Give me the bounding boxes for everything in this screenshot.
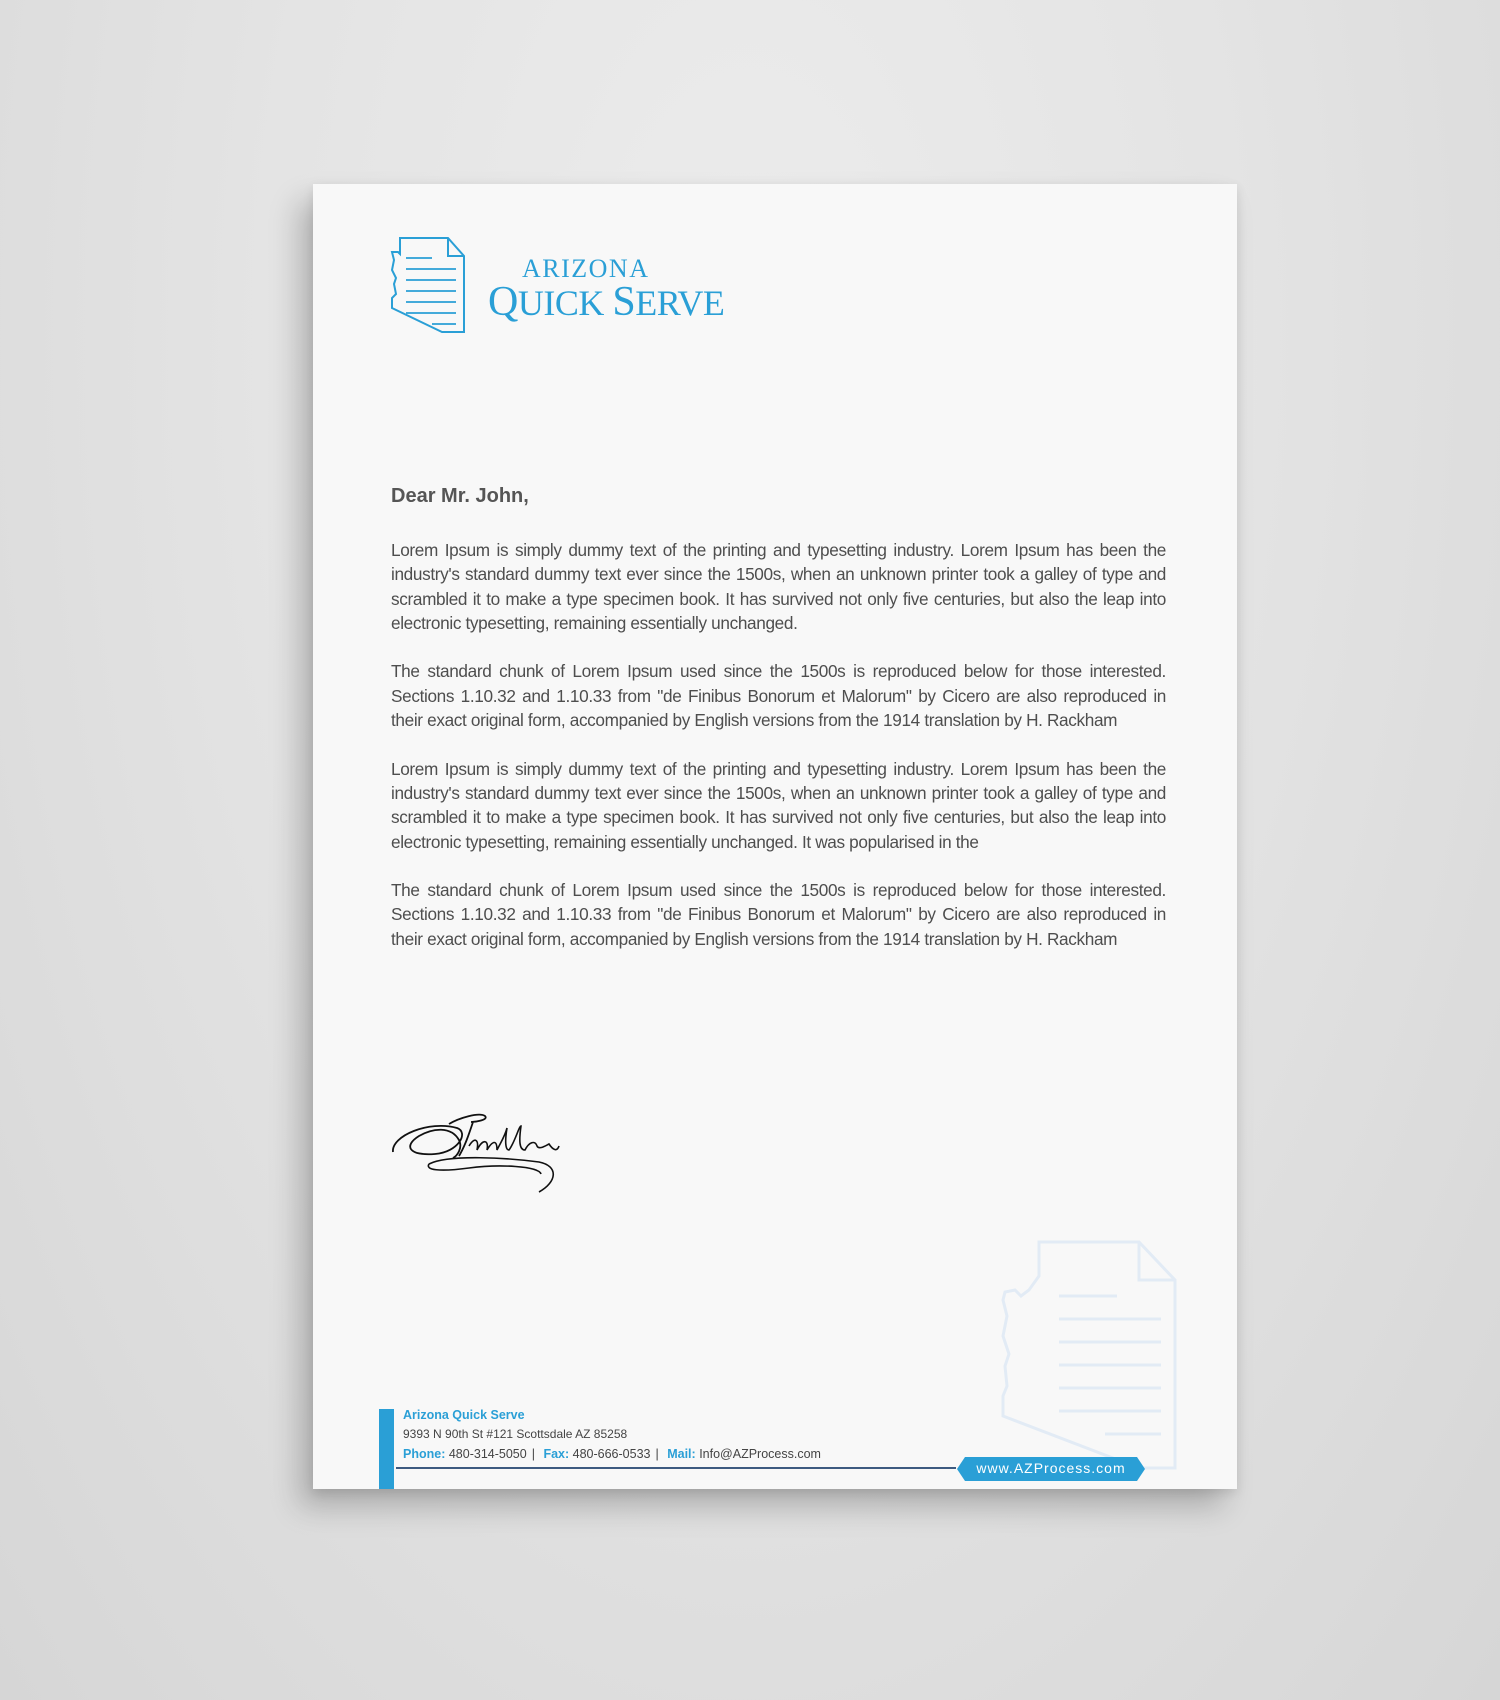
brand-name-line1: ARIZONA [522,254,650,283]
brand-initial-s: S [612,279,636,325]
letter-paragraph: Lorem Ipsum is simply dummy text of the printing and typesetting industry. Lorem Ipsum has been the industry's standard dummy text ever since the 1500s, when an unknown printer took a galley of type and scrambled it to make a type specimen book. It has survived not only five centuries, but also the leap into electronic typesetting, remaining essentially unchanged. It was popularised in the [391,758,1166,852]
separator: | [655,1447,659,1461]
footer-company-name: Arizona Quick Serve [403,1408,525,1422]
letter-paragraph: The standard chunk of Lorem Ipsum used since the 1500s is reproduced below for those interested. Sections 1.10.32 and 1.10.33 from "de Finibus Bonorum et Malorum" by Cicero are also reproduced in their exact original form, accompanied by English versions from the 1914 translation by H. Rackham [391,661,1166,731]
footer-contacts [403,1447,821,1461]
footer-divider [396,1467,956,1469]
letterhead-page [313,184,1237,1489]
brand-initial-q: Q [488,279,518,325]
footer-accent-bar [379,1409,394,1489]
brand-name-line2 [488,278,724,326]
website-badge [957,1457,1145,1481]
arizona-document-icon [388,224,468,334]
arizona-document-watermark-icon [999,1236,1189,1476]
phone-label: Phone: [403,1447,446,1461]
letter-body [391,538,1166,975]
letter-paragraph: Lorem Ipsum is simply dummy text of the printing and typesetting industry. Lorem Ipsum has been the industry's standard dummy text ever since the 1500s, when an unknown printer took a galley of type and scrambled it to make a type specimen book. It has survived not only five centuries, but also the leap into electronic typesetting, remaining essentially unchanged. [391,540,1166,633]
mail-value: Info@AZProcess.com [699,1447,821,1461]
brand-word-erve: ERVE [635,283,725,323]
footer-address: 9393 N 90th St #121 Scottsdale AZ 85258 [403,1427,628,1441]
separator: | [531,1447,535,1461]
signature-scribble-icon [389,1106,569,1201]
letter-paragraph: The standard chunk of Lorem Ipsum used since the 1500s is reproduced below for those interested. Sections 1.10.32 and 1.10.33 from "de Finibus Bonorum et Malorum" by Cicero are also reproduced in their exact original form, accompanied by English versions from the 1914 translation by H. Rackham [391,880,1166,949]
brand-word-uick: UICK [517,283,613,323]
letter-greeting: Dear Mr. John, [391,485,529,507]
company-logo [388,224,725,334]
website-url: www.AZProcess.com [976,1460,1126,1476]
signature [389,1106,569,1206]
mail-label: Mail: [667,1447,696,1461]
fax-value: 480-666-0533 [572,1447,651,1461]
phone-value: 480-314-5050 [448,1447,527,1461]
fax-label: Fax: [543,1447,570,1461]
